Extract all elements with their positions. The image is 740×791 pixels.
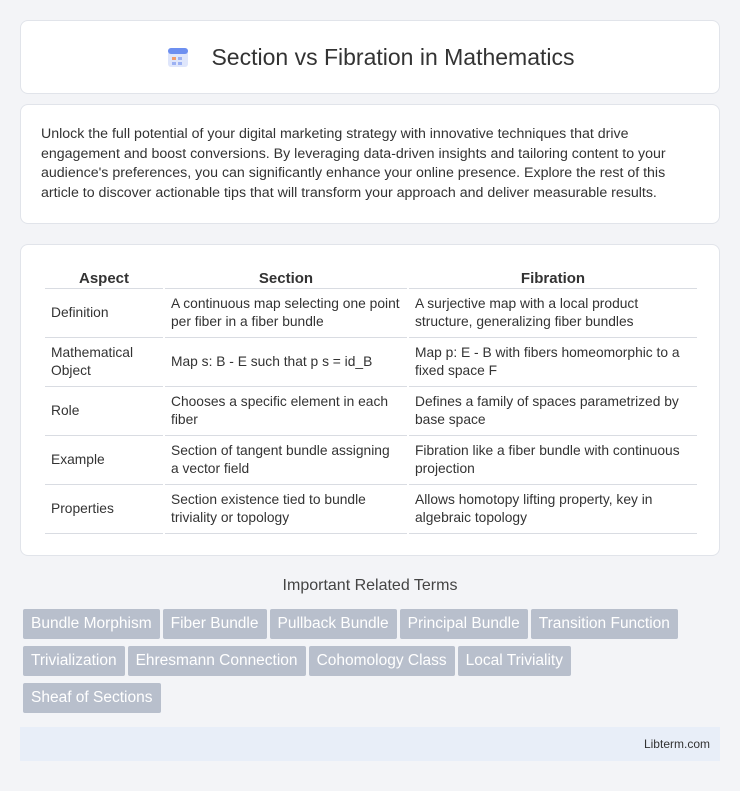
intro-text: Unlock the full potential of your digital marketing strategy with innovative techniques that drive engagement and boost conversions. By leveraging data-driven insights and tailoring content to your audience's preferences, you can significantly enhance your online presence. Explore the rest of this article to discover actionable tips that will transform your approach and deliver measurable results. xyxy=(41,126,666,201)
tag-trivialization[interactable]: Trivialization xyxy=(23,646,125,676)
calendar-icon xyxy=(165,44,191,70)
cell-section: Section existence tied to bundle triviality or topology xyxy=(165,485,407,534)
tag-cohomology-class[interactable]: Cohomology Class xyxy=(309,646,455,676)
footer xyxy=(20,727,720,761)
cell-aspect: Properties xyxy=(45,485,163,534)
comparison-card xyxy=(20,244,720,556)
cell-aspect: Mathematical Object xyxy=(45,338,163,387)
cell-section: Section of tangent bundle assigning a vector field xyxy=(165,436,407,485)
table-row xyxy=(45,485,697,534)
tag-bundle-morphism[interactable]: Bundle Morphism xyxy=(23,609,160,639)
tag-sheaf-of-sections[interactable]: Sheaf of Sections xyxy=(23,683,161,713)
tag-local-triviality[interactable]: Local Triviality xyxy=(458,646,571,676)
cell-aspect: Role xyxy=(45,387,163,436)
page-title: Section vs Fibration in Mathematics xyxy=(211,43,575,70)
header-section: Section xyxy=(165,267,407,289)
footer-site-link[interactable]: Libterm.com xyxy=(643,737,710,751)
cell-fibration: Fibration like a fiber bundle with continuous projection xyxy=(409,436,697,485)
comparison-table xyxy=(43,267,699,534)
header-fibration: Fibration xyxy=(409,267,697,289)
cell-fibration: Map p: E - B with fibers homeomorphic to a fixed space F xyxy=(409,338,697,387)
cell-aspect: Example xyxy=(45,436,163,485)
cell-section: A continuous map selecting one point per fiber in a fiber bundle xyxy=(165,289,407,338)
tag-ehresmann-connection[interactable]: Ehresmann Connection xyxy=(128,646,306,676)
cell-fibration: A surjective map with a local product structure, generalizing fiber bundles xyxy=(409,289,697,338)
intro-card xyxy=(20,104,720,224)
header-aspect: Aspect xyxy=(45,267,163,289)
related-tags xyxy=(23,609,723,720)
tag-principal-bundle[interactable]: Principal Bundle xyxy=(400,609,528,639)
cell-section: Map s: B - E such that p s = id_B xyxy=(165,338,407,387)
header-card xyxy=(20,20,720,94)
table-row xyxy=(45,338,697,387)
cell-fibration: Defines a family of spaces parametrized by base space xyxy=(409,387,697,436)
tag-fiber-bundle[interactable]: Fiber Bundle xyxy=(163,609,267,639)
cell-section: Chooses a specific element in each fiber xyxy=(165,387,407,436)
table-row xyxy=(45,387,697,436)
tag-transition-function[interactable]: Transition Function xyxy=(531,609,678,639)
cell-aspect: Definition xyxy=(45,289,163,338)
related-terms-title: Important Related Terms xyxy=(282,577,458,594)
table-row xyxy=(45,289,697,338)
tag-pullback-bundle[interactable]: Pullback Bundle xyxy=(270,609,397,639)
table-row xyxy=(45,436,697,485)
cell-fibration: Allows homotopy lifting property, key in algebraic topology xyxy=(409,485,697,534)
